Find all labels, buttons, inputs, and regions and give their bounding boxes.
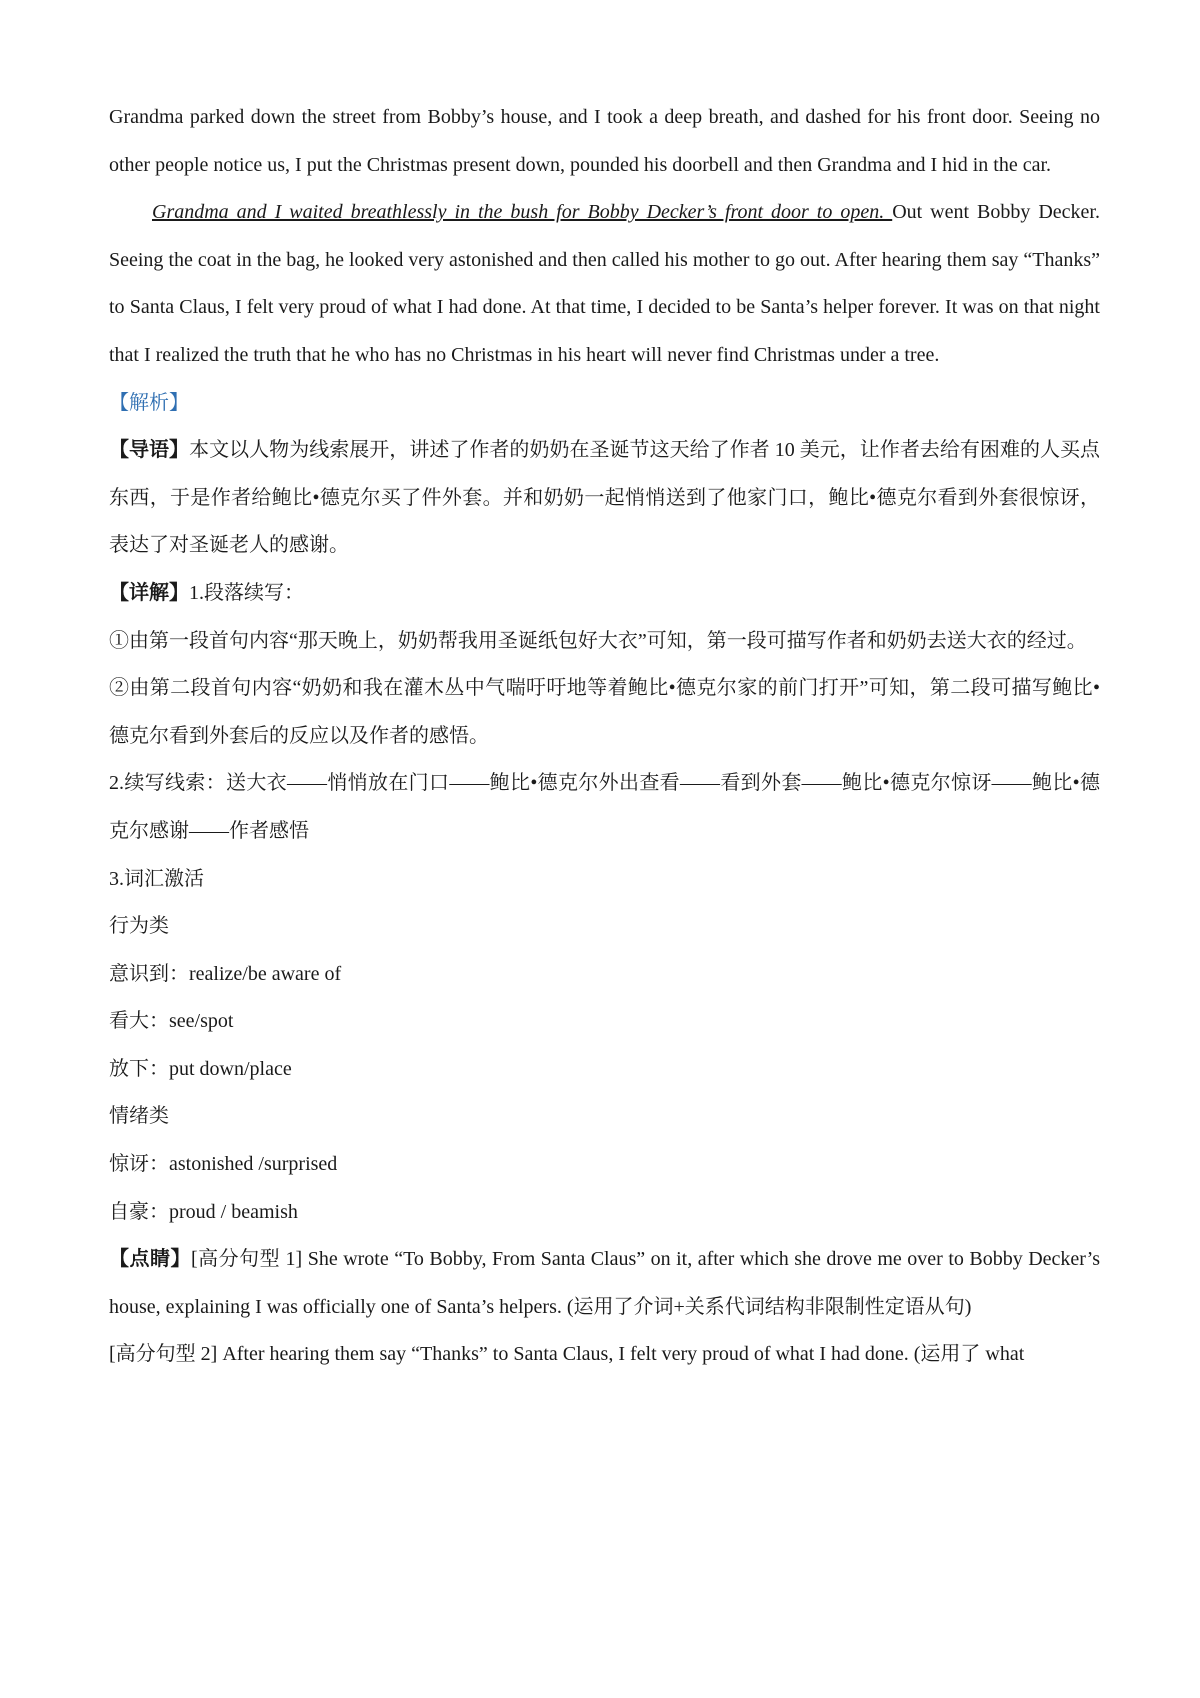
guide-label: 【导语】 — [109, 439, 190, 462]
detail-label: 【详解】 — [109, 581, 189, 604]
vocab-heading: 3.词汇激活 — [109, 867, 204, 890]
highlight-text-1: [高分句型 1] She wrote “To Bobby, From Santa Claus” on it, after which she drove me over to Bobby Decker’s house, explaining I was officially one of Santa’s helpers. (运用了介词+关系代词结构非限制性定语从句) — [109, 1248, 1101, 1318]
story-paragraph-1: Grandma parked down the street from Bobby’s house, and I took a deep breath, and dashed for his front door. Seeing no other people notice us, I put the Christmas present down, pounded his doorbell and then Grandma and I hid in the car. — [109, 106, 1100, 176]
detail-text: 1.段落续写： — [189, 581, 304, 604]
guide-text: 本文以人物为线索展开，讲述了作者的奶奶在圣诞节这天给了作者 10 美元，让作者去给有困难的人买点东西，于是作者给鲍比•德克尔买了件外套。并和奶奶一起悄悄送到了他家门口，鲍比•德克尔看到外套很惊讶，表达了对圣诞老人的感谢。 — [109, 439, 1101, 557]
story-paragraph-2-body: Out went Bobby Decker. Seeing the coat in the bag, he looked very astonished and then called his mother to go out. After hearing them say “Thanks” to Santa Claus, I felt very proud of what I had done. At that time, I decided to be Santa’s helper forever. It was on that night that I realized the truth that he who has no Christmas in his heart will never find Christmas under a tree. — [109, 201, 1100, 366]
highlight-label: 【点睛】 — [109, 1248, 191, 1271]
vocab-item: 惊讶：astonished /surprised — [109, 1153, 338, 1176]
detail-point-1: ①由第一段首句内容“那天晚上，奶奶帮我用圣诞纸包好大衣”可知，第一段可描写作者和奶奶去送大衣的经过。 — [109, 629, 1087, 652]
detail-paragraph — [109, 570, 1100, 618]
detail-point-2: ②由第二段首句内容“奶奶和我在灌木丛中气喘吁吁地等着鲍比•德克尔家的前门打开”可知，第二段可描写鲍比•德克尔看到外套后的反应以及作者的感悟。 — [109, 677, 1100, 747]
writing-clue: 2.续写线索：送大衣——悄悄放在门口——鲍比•德克尔外出查看——看到外套——鲍比•德克尔惊讶——鲍比•德克尔感谢——作者感悟 — [109, 772, 1100, 842]
highlight-sentence-2: [高分句型 2] After hearing them say “Thanks” to Santa Claus, I felt very proud of what I had done. (运用了 what — [109, 1343, 1025, 1366]
vocab-item: 自豪：proud / beamish — [109, 1200, 298, 1223]
vocab-item: 看大：see/spot — [109, 1010, 234, 1033]
analysis-heading: 【解析】 — [109, 391, 189, 414]
vocab-item: 意识到：realize/be aware of — [109, 962, 342, 985]
highlight-sentence-1 — [109, 1236, 1100, 1331]
action-heading: 行为类 — [109, 915, 169, 938]
emotion-heading: 情绪类 — [109, 1105, 169, 1128]
guide-paragraph — [109, 427, 1100, 570]
vocab-item: 放下：put down/place — [109, 1057, 292, 1080]
given-opening-sentence: Grandma and I waited breathlessly in the bush for Bobby Decker’s front door to open. — [152, 201, 893, 224]
story-paragraph-2 — [109, 189, 1100, 379]
